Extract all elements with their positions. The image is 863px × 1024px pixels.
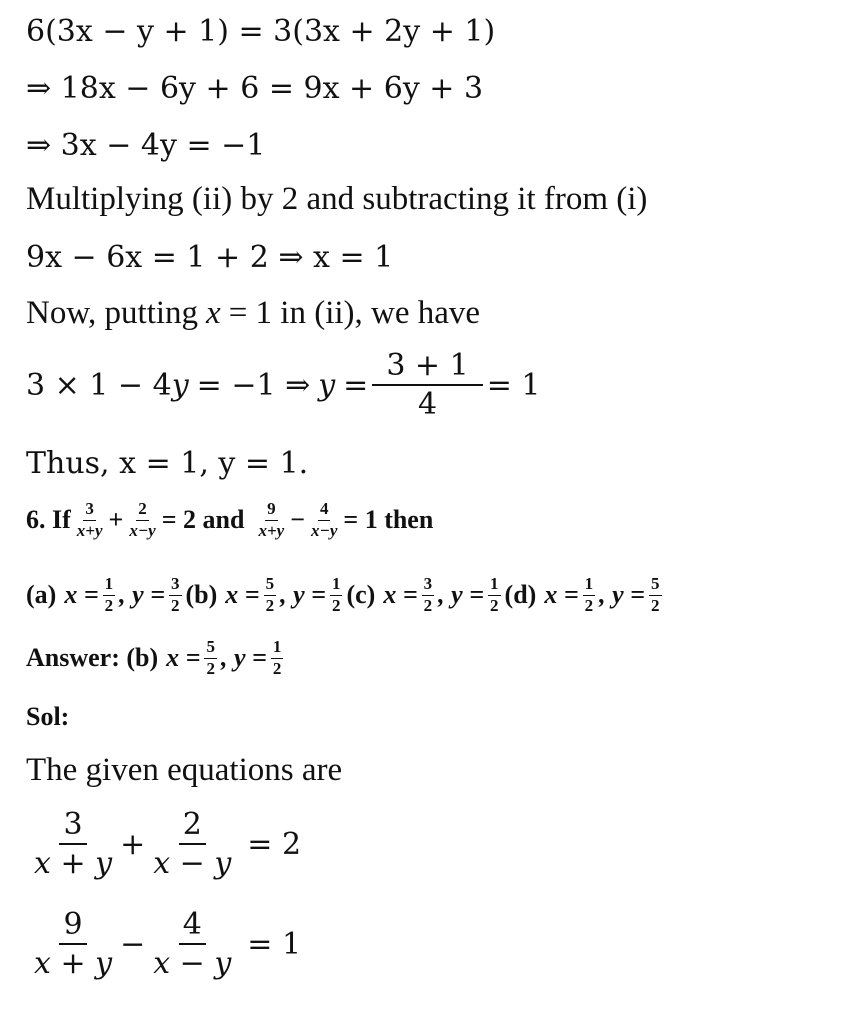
equation-text: ⇒ 18x − 6y + 6 = 9x + 6y + 3 (26, 71, 484, 106)
paragraph-text: Multiplying (ii) by 2 and subtracting it from (i) (26, 181, 648, 217)
fraction (103, 575, 116, 615)
fraction-denominator: x + y (34, 846, 113, 881)
option-text: x = (544, 580, 579, 610)
fraction-numerator: 1 (330, 575, 343, 596)
fraction (488, 575, 501, 615)
fraction-denominator: 4 (417, 387, 438, 422)
solution-label (26, 702, 69, 732)
fraction-numerator: 1 (271, 638, 284, 659)
fraction-numerator: 5 (264, 575, 277, 596)
fraction (127, 500, 157, 540)
text-line-given (26, 752, 342, 789)
equation-1 (26, 808, 301, 880)
fraction (422, 575, 435, 615)
equation-text: 9x − 6x = 1 + 2 ⇒ x = 1 (26, 240, 394, 275)
fraction (149, 808, 235, 880)
option-text: x = (383, 580, 418, 610)
option-text: x = (64, 580, 99, 610)
text-line-putting (26, 295, 480, 332)
equation-text: = −1 ⇒ (196, 367, 311, 403)
equation-line-5 (26, 240, 393, 275)
fraction-numerator: 1 (583, 575, 596, 596)
fraction (30, 908, 116, 980)
fraction-denominator: x−y (129, 520, 156, 540)
fraction-numerator: 1 (103, 575, 116, 596)
option-text: , y = (599, 580, 645, 610)
fraction-denominator: 2 (272, 658, 282, 678)
answer-text: x = (166, 643, 201, 673)
fraction-numerator: 5 (649, 575, 662, 596)
fraction-numerator: 9 (265, 500, 278, 521)
equation-line-8 (26, 446, 308, 481)
equation-text: 3 × 1 − 4 (26, 367, 172, 403)
option-a-label: (a) (26, 580, 57, 610)
equals-sign: = (343, 367, 369, 403)
question-6 (26, 500, 433, 540)
fraction-numerator: 3 (83, 500, 96, 521)
text-line-multiplying (26, 181, 647, 218)
fraction-denominator: 2 (490, 595, 499, 615)
fraction-numerator: 3 (422, 575, 435, 596)
equation-text: Thus, x = 1, y = 1. (26, 446, 309, 481)
option-text: , y = (438, 580, 485, 610)
fraction-numerator: 2 (179, 808, 206, 845)
fraction (75, 500, 105, 540)
fraction-numerator: 5 (204, 638, 217, 659)
variable-y: y (318, 367, 336, 403)
fraction-denominator: 2 (651, 595, 660, 615)
fraction (256, 500, 286, 540)
equation-line-7 (26, 349, 540, 421)
fraction (30, 808, 116, 880)
fraction (330, 575, 343, 615)
fraction-numerator: 1 (488, 575, 501, 596)
option-b-label: (b) (185, 580, 218, 610)
fraction-numerator: 3 + 1 (372, 349, 482, 386)
question-label: 6. If (26, 505, 71, 535)
option-text: , y = (119, 580, 166, 610)
fraction-denominator: x − y (153, 946, 232, 981)
fraction-denominator: 2 (331, 595, 341, 615)
fraction-denominator: 2 (104, 595, 114, 615)
fraction-denominator: 2 (206, 658, 215, 678)
fraction (372, 349, 482, 421)
option-text: , y = (280, 580, 326, 610)
fraction-denominator: x+y (258, 520, 285, 540)
fraction-numerator: 2 (136, 500, 149, 521)
operator: − (120, 926, 146, 962)
equation-line-3 (26, 128, 265, 163)
fraction-denominator: 2 (584, 595, 594, 615)
fraction (204, 638, 217, 678)
option-text: x = (225, 580, 260, 610)
fraction-numerator: 3 (59, 808, 86, 845)
equation-text: ⇒ 3x − 4y = −1 (26, 128, 266, 163)
equation-2 (26, 908, 301, 980)
answer-line (26, 638, 287, 678)
fraction (264, 575, 277, 615)
fraction (649, 575, 662, 615)
fraction-denominator: x−y (311, 520, 338, 540)
fraction (149, 908, 235, 980)
fraction-denominator: x + y (34, 946, 113, 981)
fraction-numerator: 4 (179, 908, 206, 945)
variable-x: x (206, 295, 221, 331)
equation-line-1 (26, 14, 495, 49)
operator: + (120, 826, 146, 862)
option-c-label: (c) (346, 580, 376, 610)
fraction (309, 500, 339, 540)
fraction (169, 575, 182, 615)
fraction-denominator: 2 (171, 595, 180, 615)
operator: − (290, 505, 306, 535)
equation-text: = 1 (486, 367, 541, 403)
answer-label: Answer: (b) (26, 643, 159, 673)
question-text: = 1 then (343, 505, 434, 535)
variable-y: y (171, 367, 189, 403)
equation-rhs: = 1 (247, 926, 302, 962)
paragraph-text: Now, putting (26, 295, 199, 331)
equation-text: 6(3x − y + 1) = 3(3x + 2y + 1) (26, 14, 496, 49)
fraction-numerator: 3 (169, 575, 182, 596)
paragraph-text: The given equations are (26, 752, 343, 788)
fraction-denominator: x+y (76, 520, 103, 540)
fraction-denominator: x − y (153, 846, 232, 881)
fraction-denominator: 2 (265, 595, 275, 615)
operator: + (108, 505, 124, 535)
fraction (583, 575, 596, 615)
answer-text: , y = (220, 643, 267, 673)
answer-options (26, 575, 666, 615)
equation-rhs: = 2 (247, 826, 302, 862)
question-text: = 2 and (161, 505, 245, 535)
fraction-denominator: 2 (423, 595, 433, 615)
sol-text: Sol: (26, 702, 70, 731)
fraction-numerator: 4 (318, 500, 331, 521)
paragraph-text: = 1 in (ii), we have (228, 295, 481, 331)
fraction-numerator: 9 (59, 908, 86, 945)
fraction (271, 638, 284, 678)
option-d-label: (d) (504, 580, 537, 610)
equation-line-2 (26, 71, 483, 106)
